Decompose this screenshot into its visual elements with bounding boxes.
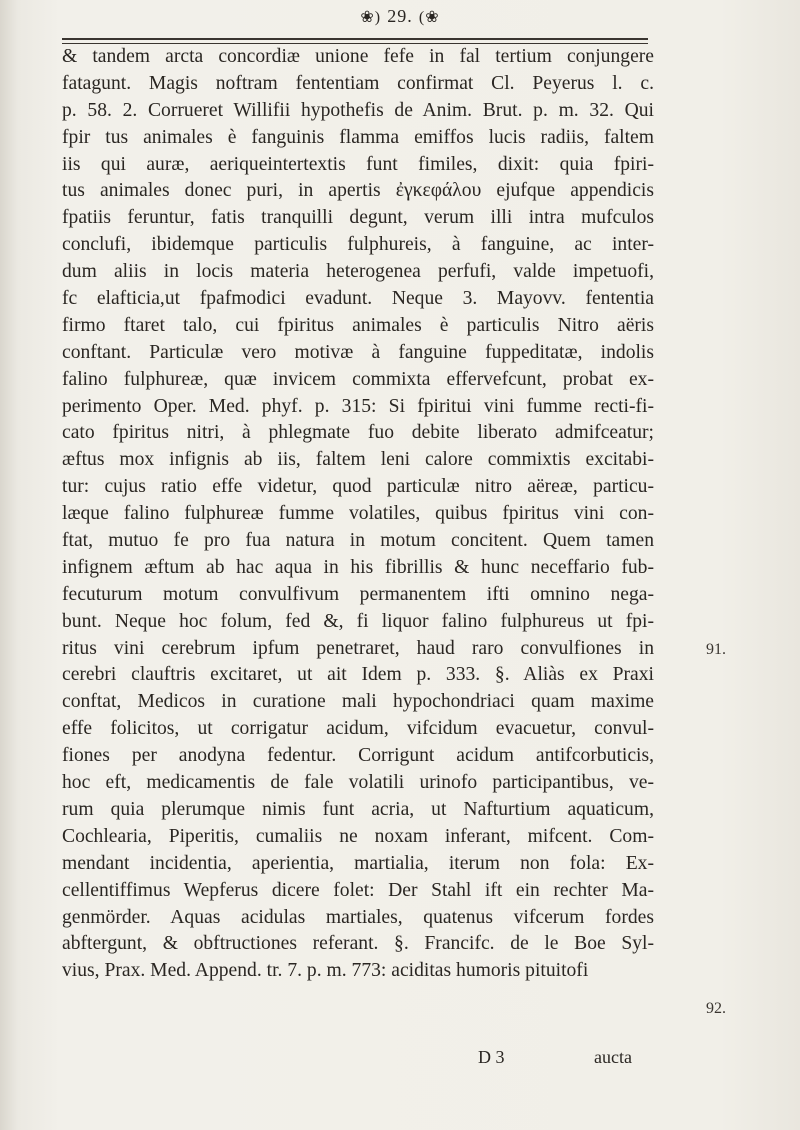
text-line: effe folicitos, ut corrigatur acidum, vifcidum evacuetur, convul- [62,718,654,740]
text-line: dum aliis in locis materia heterogenea perfufi, valde impetuofi, [62,261,654,283]
right-ornament-icon: (❀ [418,9,440,26]
text-line: ritus vini cerebrum ipfum penetraret, haud raro convulfiones in [62,637,654,659]
left-ornament-icon: ❀) [360,9,382,26]
text-line: conftat, Medicos in curatione mali hypochondriaci quam maxime [62,691,654,713]
text-line: Cochlearia, Piperitis, cumaliis ne noxam inferant, mifcent. Com- [62,825,654,847]
text-line: conftant. Particulæ vero motivæ à fanguine fuppeditatæ, indolis [62,341,654,363]
text-line: iis qui auræ, aeriqueintertextis funt fimiles, dixit: quia fpiri- [62,153,654,175]
text-line: cato fpiritus nitri, à phlegmate fuo debite liberato admifceatur; [62,422,654,444]
text-line: tur: cujus ratio effe videtur, quod particulæ nitro aëreæ, particu- [62,476,654,498]
text-line: cellentiffimus Wepferus dicere folet: Der Stahl ift ein rechter Ma- [62,879,654,901]
signature-mark: D 3 [478,1047,505,1067]
page-number: 29. [387,6,413,26]
body-text [62,44,654,985]
text-line: fiones per anodyna fedentur. Corrigunt acidum antifcorbuticis, [62,745,654,767]
text-line: vius, Prax. Med. Append. tr. 7. p. m. 773: aciditas humoris pituitofi [62,960,589,982]
text-line: tus animales donec puri, in apertis ἐγκεφάλου ejufque appendicis [62,180,654,202]
text-line: p. 58. 2. Corrueret Willifii hypothefis de Anim. Brut. p. m. 32. Qui [62,99,654,121]
text-line: firmo ftaret talo, cui fpiritus animales è particulis Nitro aëris [62,314,654,336]
text-line: ftat, mutuo fe pro fua natura in motum concitent. Quem tamen [62,530,654,552]
catchword: aucta [594,1047,632,1067]
text-line: perimento Oper. Med. phyf. p. 315: Si fpiritui vini fumme recti-fi- [62,395,654,417]
text-line: fecuturum motum convulfivum permanentem ifti omnino nega- [62,583,654,605]
text-line: conclufi, ibidemque particulis fulphureis, à fanguine, ac inter- [62,234,654,256]
text-line: genmörder. Aquas acidulas martiales, quatenus vifcerum fordes [62,906,654,928]
text-line: fatagunt. Magis noftram fententiam confirmat Cl. Peyerus l. c. [62,72,654,94]
margin-note: 92. [706,1000,726,1017]
text-line: æftus mox infignis ab iis, faltem leni calore commixtis excitabi- [62,449,654,471]
text-line: bunt. Neque hoc folum, fed &, fi liquor falino fulphureus ut fpi- [62,610,654,632]
text-line: infignem æftum ab hac aqua in his fibrillis & hunc neceffario fub- [62,556,654,578]
text-line: hoc eft, medicamentis de fale volatili urinofo participantibus, ve- [62,772,654,794]
text-line: fc elafticia,ut fpafmodici evadunt. Neque 3. Mayovv. fententia [62,288,654,310]
text-line: cerebri clauftris excitaret, ut ait Idem p. 333. §. Aliàs ex Praxi [62,664,654,686]
text-line: abftergunt, & obftructiones referant. §. Francifc. de le Boe Syl- [62,933,654,955]
text-line: rum quia plerumque nimis funt acria, ut Nafturtium aquaticum, [62,798,654,820]
text-line: & tandem arcta concordiæ unione fefe in fal tertium conjungere [62,46,654,67]
page-header [0,6,800,32]
text-line: mendant incidentia, aperientia, martialia, iterum non fola: Ex- [62,852,654,874]
text-line: fpatiis feruntur, fatis tranquilli degunt, verum illi intra mufculos [62,207,654,229]
margin-note: 91. [706,641,726,658]
text-line: læque falino fulphureæ fumme volatiles, quibus fpiritus vini con- [62,503,654,525]
text-line: falino fulphureæ, quæ invicem commixta effervefcunt, probat ex- [62,368,654,390]
text-line: fpir tus animales è fanguinis flamma emiffos lucis radiis, faltem [62,126,654,148]
